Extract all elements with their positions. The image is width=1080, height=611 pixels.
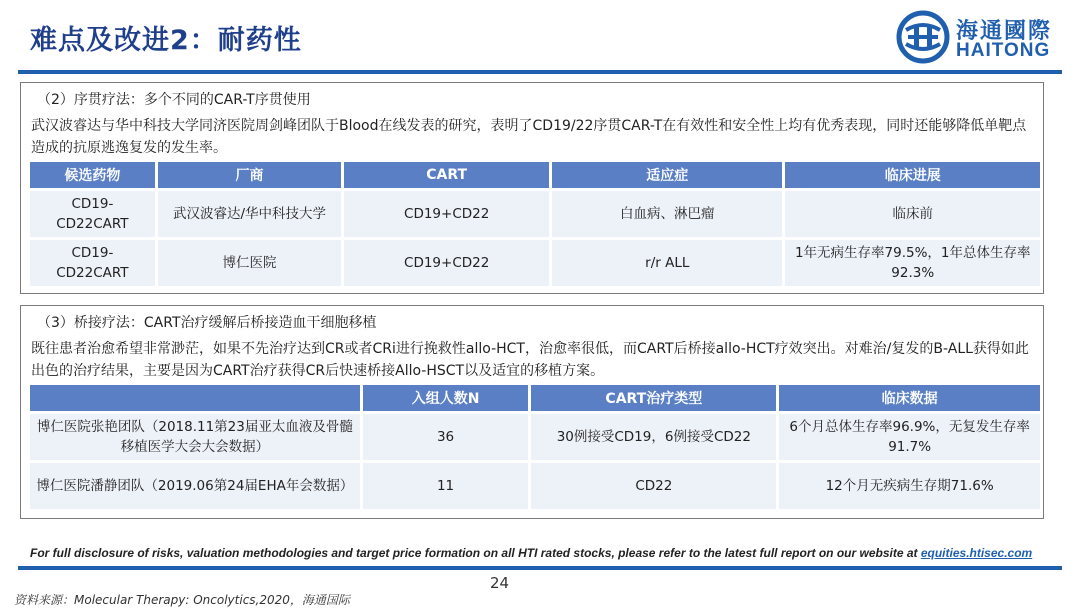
section-paragraph: 武汉波睿达与华中科技大学同济医院周剑峰团队于Blood在线发表的研究，表明了CD19/22序贯CAR-T在有效性和安全性上均有优秀表现，同时还能够降低单靶点造成的抗原逃逸复发的发生率。 xyxy=(31,118,1027,156)
bridging-therapy-table xyxy=(27,382,1043,512)
table-cell: CD19+CD22 xyxy=(344,191,549,237)
table-header-row xyxy=(30,385,1040,411)
table-cell: 博仁医院潘静团队（2019.06第24届EHA年会数据） xyxy=(30,463,360,509)
table-row xyxy=(30,240,1040,286)
table-cell: CD19+CD22 xyxy=(344,240,549,286)
logo-chinese-name: 海通國際 xyxy=(956,19,1053,44)
column-header: 厂商 xyxy=(158,162,341,188)
haitong-logo xyxy=(896,10,1066,66)
website-link[interactable]: equities.htisec.com xyxy=(920,546,1033,560)
table-cell: 12个月无疾病生存期71.6% xyxy=(779,463,1040,509)
disclaimer-text: For full disclosure of risks, valuation methodologies and target price formation on all HTI rated stocks, please refer to the latest full report on our website at xyxy=(30,546,921,560)
table-cell: 36 xyxy=(363,414,529,460)
bridging-therapy-section xyxy=(20,305,1044,519)
sequential-therapy-section xyxy=(20,82,1044,294)
column-header: CART治疗类型 xyxy=(531,385,776,411)
table-header-row xyxy=(30,162,1040,188)
section-heading: （3）桥接疗法：CART治疗缓解后桥接造血干细胞移植 xyxy=(37,315,377,331)
haitong-logo-icon xyxy=(896,10,950,64)
section-paragraph: 既往患者治愈希望非常渺茫，如果不先治疗达到CR或者CRi进行挽救性allo-HCT，治愈率很低，而CART后桥接allo-HCT疗效突出。对难治/复发的B-ALL获得如此出色的治疗结果，主要是因为CART治疗获得CR后快速桥接Allo-HSCT以及适宜的移植方案。 xyxy=(31,341,1029,379)
page-title: 难点及改进2：耐药性 xyxy=(30,25,302,56)
table-cell: CD22 xyxy=(531,463,776,509)
header-divider xyxy=(18,70,1062,74)
footer-divider xyxy=(18,566,1062,570)
table-row xyxy=(30,463,1040,509)
source-note: 资料来源：Molecular Therapy: Oncolytics,2020，海通国际 xyxy=(14,593,350,607)
table-cell: r/r ALL xyxy=(552,240,782,286)
table-cell: 博仁医院 xyxy=(158,240,341,286)
sequential-therapy-table xyxy=(27,159,1043,289)
page-number: 24 xyxy=(490,574,510,592)
table-cell: 6个月总体生存率96.9%，无复发生存率91.7% xyxy=(779,414,1040,460)
section-heading: （2）序贯疗法：多个不同的CAR-T序贯使用 xyxy=(37,92,311,108)
table-cell: CD19-CD22CART xyxy=(30,240,155,286)
column-header: 临床进展 xyxy=(785,162,1040,188)
table-cell: 白血病、淋巴瘤 xyxy=(552,191,782,237)
logo-english-name: HAITONG xyxy=(956,40,1051,61)
column-header: 入组人数N xyxy=(363,385,529,411)
column-header: CART xyxy=(344,162,549,188)
table-cell: 武汉波睿达/华中科技大学 xyxy=(158,191,341,237)
column-header: 适应症 xyxy=(552,162,782,188)
table-cell: 1年无病生存率79.5%，1年总体生存率92.3% xyxy=(785,240,1040,286)
disclaimer xyxy=(30,546,1032,560)
table-cell: 博仁医院张艳团队（2018.11第23届亚太血液及骨髓移植医学大会大会数据） xyxy=(30,414,360,460)
table-cell: 临床前 xyxy=(785,191,1040,237)
column-header: 候选药物 xyxy=(30,162,155,188)
table-cell: 30例接受CD19，6例接受CD22 xyxy=(531,414,776,460)
column-header xyxy=(30,385,360,411)
column-header: 临床数据 xyxy=(779,385,1040,411)
table-row xyxy=(30,191,1040,237)
table-cell: CD19-CD22CART xyxy=(30,191,155,237)
table-row xyxy=(30,414,1040,460)
table-cell: 11 xyxy=(363,463,529,509)
